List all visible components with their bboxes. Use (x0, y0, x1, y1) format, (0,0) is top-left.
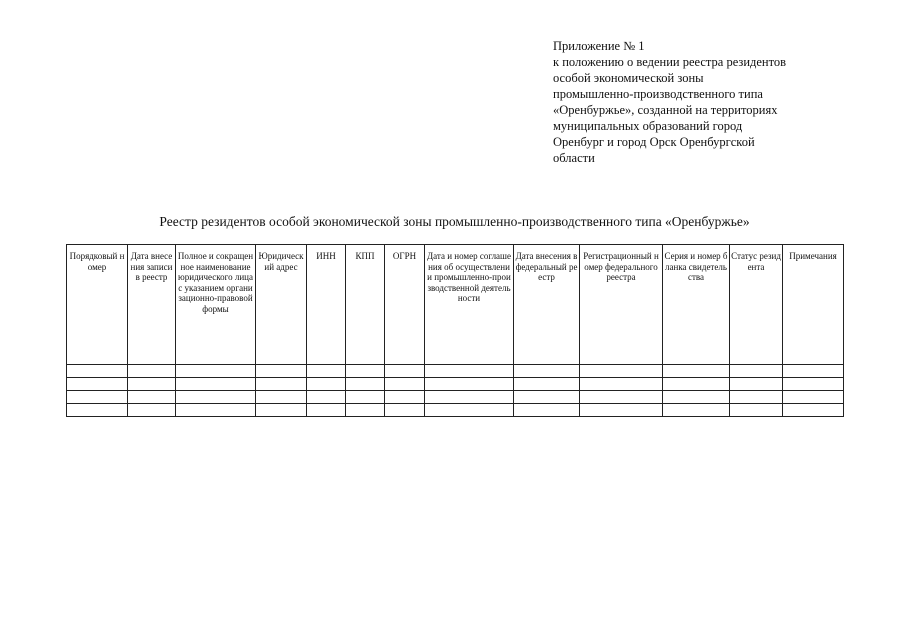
column-header-text: КПП (355, 251, 375, 261)
appendix-line: «Оренбуржье», созданной на территориях (553, 103, 778, 117)
table-cell (385, 365, 425, 378)
table-cell (425, 365, 514, 378)
column-header (67, 245, 128, 365)
table-cell (307, 391, 346, 404)
appendix-number: Приложение № 1 (553, 39, 645, 53)
table-cell (256, 365, 307, 378)
table-cell (176, 365, 256, 378)
column-header-text: Дата внесения в федеральный реестр (515, 251, 578, 282)
column-header-text: Серия и номер бланка свидетельства (664, 251, 728, 282)
table-cell (514, 365, 580, 378)
column-header (514, 245, 580, 365)
table-cell (385, 391, 425, 404)
table-cell (256, 378, 307, 391)
column-header (346, 245, 385, 365)
column-header-text: Дата внесения записи в реестр (130, 251, 173, 282)
column-header-text: Статус резидента (731, 251, 781, 272)
document-title (0, 214, 905, 230)
table-cell (425, 378, 514, 391)
table-cell (128, 378, 176, 391)
appendix-line: промышленно-производственного типа (553, 87, 763, 101)
column-header-text: ОГРН (392, 251, 417, 261)
table-cell (346, 378, 385, 391)
table-cell (663, 365, 730, 378)
table-cell (67, 365, 128, 378)
table-cell (176, 378, 256, 391)
table-row (67, 378, 844, 391)
table-cell (346, 391, 385, 404)
column-header-text: Регистрационный номер федерального реестра (583, 251, 659, 282)
table-cell (580, 404, 663, 417)
table-cell (663, 378, 730, 391)
table-cell (346, 404, 385, 417)
table-cell (580, 391, 663, 404)
column-header (176, 245, 256, 365)
table-cell (385, 404, 425, 417)
appendix-line: к положению о ведении реестра резидентов (553, 55, 787, 69)
table-cell (783, 378, 844, 391)
table-cell (307, 378, 346, 391)
column-header-text: Порядковый номер (69, 251, 125, 272)
table-cell (176, 391, 256, 404)
column-header-text: Юридический адрес (258, 251, 304, 272)
table-cell (67, 391, 128, 404)
table-cell (67, 404, 128, 417)
table-cell (783, 365, 844, 378)
table-cell (730, 404, 783, 417)
column-header (128, 245, 176, 365)
table-cell (514, 391, 580, 404)
table-cell (730, 391, 783, 404)
registry-table (66, 244, 844, 417)
table-cell (663, 404, 730, 417)
column-header-text: Примечания (789, 251, 837, 261)
table-cell (307, 365, 346, 378)
document-title-text: Реестр резидентов особой экономической зоны промышленно-производственного типа «Оренбуржье» (159, 214, 750, 229)
table-cell (67, 378, 128, 391)
column-header (425, 245, 514, 365)
appendix-line: Оренбург и город Орск Оренбургской (553, 135, 755, 149)
column-header-text: Дата и номер соглашения об осуществлении промышленно-производственной деятельности (427, 251, 511, 303)
table-cell (128, 365, 176, 378)
appendix-line: области (553, 151, 595, 165)
table-cell (580, 378, 663, 391)
table-cell (730, 365, 783, 378)
table-cell (514, 378, 580, 391)
column-header (256, 245, 307, 365)
column-header (783, 245, 844, 365)
column-header (385, 245, 425, 365)
table-row (67, 404, 844, 417)
table-cell (128, 391, 176, 404)
table-cell (425, 404, 514, 417)
column-header (580, 245, 663, 365)
appendix-line: муниципальных образований город (553, 119, 743, 133)
appendix-line: особой экономической зоны (553, 71, 704, 85)
table-row (67, 391, 844, 404)
table-cell (425, 391, 514, 404)
table-cell (580, 365, 663, 378)
column-header (730, 245, 783, 365)
table-row (67, 365, 844, 378)
table-cell (783, 391, 844, 404)
table-cell (128, 404, 176, 417)
table-cell (176, 404, 256, 417)
column-header (663, 245, 730, 365)
table-cell (346, 365, 385, 378)
table-cell (663, 391, 730, 404)
appendix-block (553, 38, 873, 166)
column-header-text: ИНН (316, 251, 336, 261)
table-cell (307, 404, 346, 417)
column-header-text: Полное и сокращенное наименование юридического лица с указанием организационно-правовой формы (177, 251, 254, 314)
table-cell (783, 404, 844, 417)
table-cell (385, 378, 425, 391)
table-cell (514, 404, 580, 417)
table-cell (730, 378, 783, 391)
table-header-row (67, 245, 844, 365)
table-cell (256, 404, 307, 417)
table-cell (256, 391, 307, 404)
column-header (307, 245, 346, 365)
